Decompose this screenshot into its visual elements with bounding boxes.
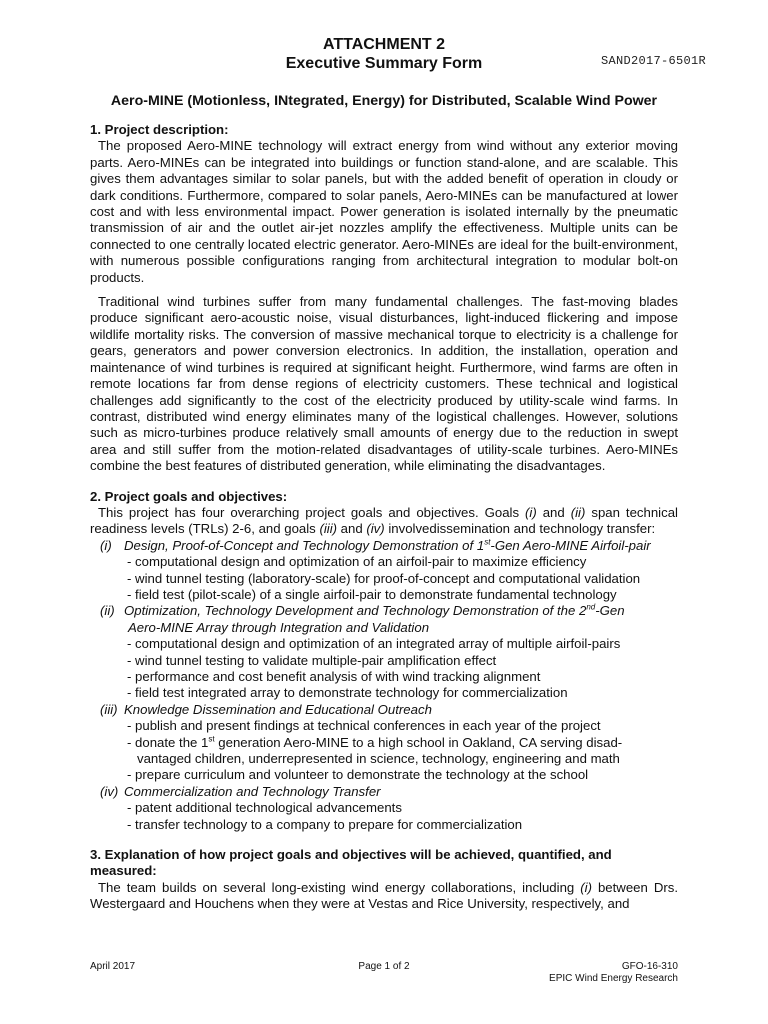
goal-3-title: (iii) Knowledge Dissemination and Educational Outreach [100,701,432,717]
footer-code: GFO-16-310 [621,961,678,972]
document-body [90,122,678,913]
section-1-heading: 1. Project description: [90,122,229,137]
goal-2-item: - wind tunnel testing to validate multiple-pair amplification effect [127,652,497,668]
footer-program [549,961,678,985]
goal-4-item: - transfer technology to a company to prepare for commercialization [127,816,523,832]
goal-1-title: (i) Design, Proof-of-Concept and Technology Demonstration of 1st-Gen Aero-MINE Airfoil-pair [100,537,651,553]
project-title: Aero-MINE (Motionless, INtegrated, Energy) for Distributed, Scalable Wind Power [110,93,658,109]
goal-1-item: - field test (pilot-scale) of a single airfoil-pair to demonstrate fundamental technology [127,586,617,602]
goal-3-item: - donate the 1st generation Aero-MINE to a high school in Oakland, CA serving disad- [127,734,623,750]
goal-3-item: - publish and present findings at technical conferences in each year of the project [127,718,601,734]
goal-3-item: - prepare curriculum and volunteer to demonstrate the technology at the school [127,767,589,783]
document-number: SAND2017-6501R [600,54,706,68]
goal-2-item: - performance and cost benefit analysis of with wind tracking alignment [127,669,541,684]
form-title: Executive Summary Form [285,55,483,72]
goal-3-item-continued: vantaged children, underrepresented in science, technology, engineering and math [137,751,620,767]
goal-2-item: - computational design and optimization of an integrated array of multiple airfoil-pairs [127,636,621,652]
goal-2-title-continued: Aero-MINE Array through Integration and Validation [128,619,430,635]
section-3-heading: 3. Explanation of how project goals and objectives will be achieved, quantified, and measured: [90,847,612,879]
goal-2-title: (ii) Optimization, Technology Development and Technology Demonstration of the 2nd-Gen [100,602,625,619]
goal-2-item: - field test integrated array to demonstrate technology for commercialization [127,685,568,701]
goal-1-item: - wind tunnel testing (laboratory-scale) for proof-of-concept and computational validation [127,570,641,586]
section-1-paragraph-1: The proposed Aero-MINE technology will extract energy from wind without any exterior moving parts. Aero-MINEs can be integrated into buildings or function stand-alone, and are scalable. This gives them advantages similar to solar panels, but with the added benefit of operation in cloudy or dark conditions. Furthermore, compared to solar panels, Aero-MINEs can be manufactured at lower cost and with less environmental impact. Power generation is isolated internally by the pneumatic transmission of air and the outlet air-jet nozzles amplify the effectiveness. Multiple units can be connected to one centrally located electric generator. Aero-MINEs are ideal for the built-environment, with numerous possible configurations ranging from architectural integration to modular bolt-on products. [90,138,678,285]
section-2-heading: 2. Project goals and objectives: [90,488,288,504]
section-2-intro: This project has four overarching project goals and objectives. Goals (i) and (ii) span technical readiness levels (TRLs) 2-6, and goals (iii) and (iv) involvedissemination and technology transfer: [90,504,678,537]
footer-date: April 2017 [90,961,136,972]
goal-1-item: - computational design and optimization of an airfoil-pair to maximize efficiency [127,554,587,570]
goal-4-title: (iv) Commercialization and Technology Transfer [100,783,381,799]
attachment-heading: ATTACHMENT 2 [322,36,446,53]
goal-4-item: - patent additional technological advancements [127,800,402,816]
section-3-paragraph: The team builds on several long-existing wind energy collaborations, including (i) between Drs. Westergaard and Houchens when they were at Vestas and Rice University, respectively, and [90,879,678,912]
footer-page-number: Page 1 of 2 [358,961,410,972]
section-1-paragraph-2: Traditional wind turbines suffer from many fundamental challenges. The fast-moving blades produce significant aero-acoustic noise, visual disturbances, light-induced flickering and impose wildlife mortality risks. The conversion of massive mechanical torque to electricity is a challenge for gears, generators and power conversion electronics. In addition, the installation, operation and maintenance of wind turbines is required at significant height. Furthermore, wind farms are often in remote locations far from dense regions of electricity customers. These technical and logistical challenges add significantly to the cost of the electricity produced by utility-scale wind farms. In contrast, distributed wind energy eliminates many of the logistical challenges. However, solutions such as micro-turbines produce relatively small amounts of energy due to the reduction in swept area and still suffer from the motion-related disadvantages of utility-scale turbines. Aero-MINEs combine the best features of distributed generation, while eliminating the disadvantages. [90,294,678,474]
footer-program-name: EPIC Wind Energy Research [549,973,678,984]
